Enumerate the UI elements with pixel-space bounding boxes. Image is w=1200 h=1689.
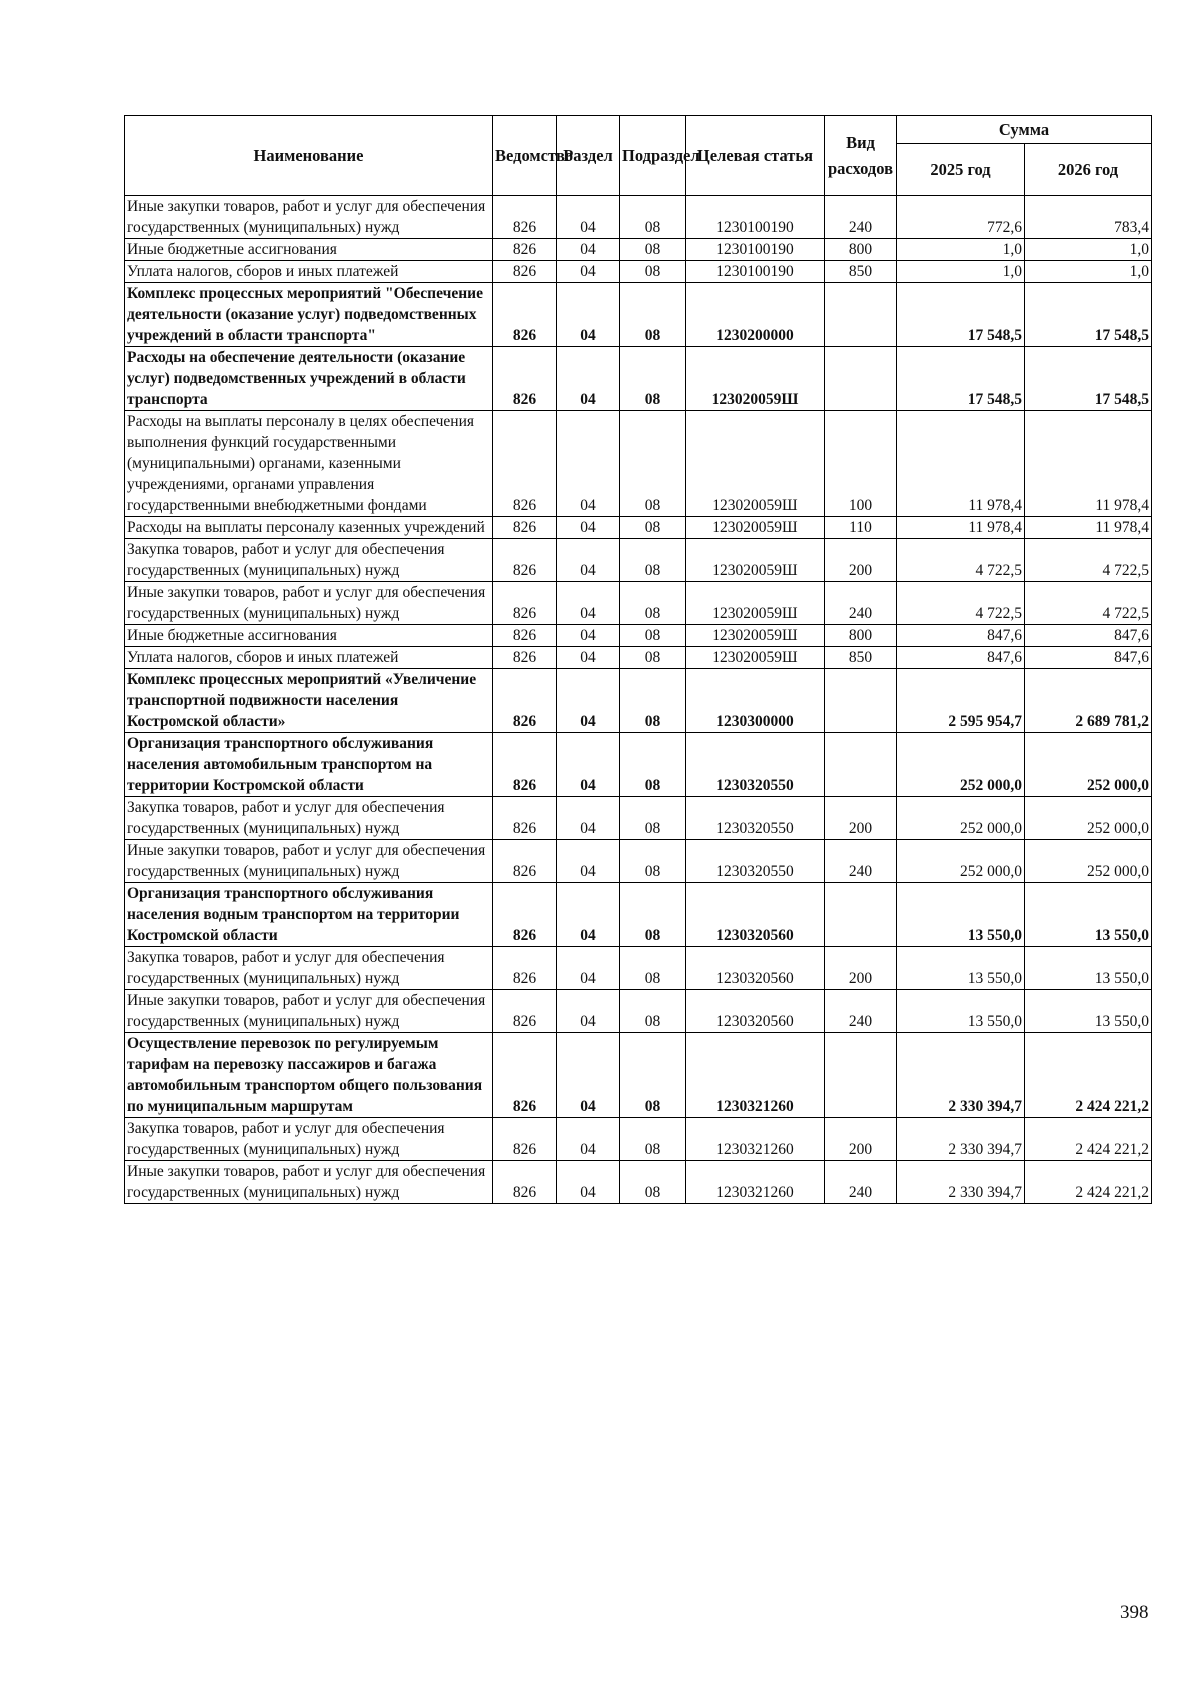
cell-razdel: 04 xyxy=(557,625,620,647)
cell-name: Закупка товаров, работ и услуг для обеспечения государственных (муниципальных) нужд xyxy=(125,539,493,582)
cell-vedomstvo: 826 xyxy=(493,347,557,411)
table-row xyxy=(125,1161,1152,1204)
cell-vid: 200 xyxy=(825,539,897,582)
cell-target: 123020059Ш xyxy=(686,411,825,517)
cell-sum-2026: 11 978,4 xyxy=(1025,517,1152,539)
cell-vid: 240 xyxy=(825,840,897,883)
cell-sum-2026: 13 550,0 xyxy=(1025,990,1152,1033)
cell-target: 123020059Ш xyxy=(686,517,825,539)
cell-name: Осуществление перевозок по регулируемым тарифам на перевозку пассажиров и багажа автомобильным транспортом общего пользования по муниципальным маршрутам xyxy=(125,1033,493,1118)
cell-podrazdel: 08 xyxy=(620,1033,686,1118)
cell-target: 1230321260 xyxy=(686,1033,825,1118)
cell-name: Организация транспортного обслуживания населения автомобильным транспортом на территории Костромской области xyxy=(125,733,493,797)
cell-vedomstvo: 826 xyxy=(493,647,557,669)
cell-sum-2025: 252 000,0 xyxy=(897,733,1025,797)
cell-razdel: 04 xyxy=(557,669,620,733)
cell-name: Расходы на выплаты персоналу в целях обеспечения выполнения функций государственными (муниципальными) органами, казенными учреждениями, органами управления государственными внебюджетными фондами xyxy=(125,411,493,517)
cell-razdel: 04 xyxy=(557,990,620,1033)
cell-target: 123020059Ш xyxy=(686,347,825,411)
table-row xyxy=(125,669,1152,733)
cell-vedomstvo: 826 xyxy=(493,1118,557,1161)
cell-razdel: 04 xyxy=(557,582,620,625)
cell-name: Закупка товаров, работ и услуг для обеспечения государственных (муниципальных) нужд xyxy=(125,947,493,990)
cell-target: 123020059Ш xyxy=(686,539,825,582)
cell-vedomstvo: 826 xyxy=(493,261,557,283)
cell-target: 1230320560 xyxy=(686,883,825,947)
cell-name: Уплата налогов, сборов и иных платежей xyxy=(125,647,493,669)
cell-target: 1230321260 xyxy=(686,1118,825,1161)
cell-target: 1230200000 xyxy=(686,283,825,347)
cell-sum-2026: 17 548,5 xyxy=(1025,283,1152,347)
cell-name: Комплекс процессных мероприятий "Обеспечение деятельности (оказание услуг) подведомственных учреждений в области транспорта" xyxy=(125,283,493,347)
cell-razdel: 04 xyxy=(557,517,620,539)
cell-vid: 110 xyxy=(825,517,897,539)
cell-sum-2025: 17 548,5 xyxy=(897,347,1025,411)
cell-razdel: 04 xyxy=(557,947,620,990)
cell-sum-2026: 847,6 xyxy=(1025,647,1152,669)
cell-vid: 100 xyxy=(825,411,897,517)
cell-razdel: 04 xyxy=(557,411,620,517)
cell-vid: 200 xyxy=(825,1118,897,1161)
cell-vid: 240 xyxy=(825,582,897,625)
cell-vid xyxy=(825,733,897,797)
cell-razdel: 04 xyxy=(557,1161,620,1204)
cell-sum-2025: 4 722,5 xyxy=(897,582,1025,625)
table-row xyxy=(125,517,1152,539)
cell-target: 1230320550 xyxy=(686,797,825,840)
table-body xyxy=(125,196,1152,1204)
cell-vedomstvo: 826 xyxy=(493,947,557,990)
table-row xyxy=(125,947,1152,990)
cell-podrazdel: 08 xyxy=(620,347,686,411)
table-row xyxy=(125,733,1152,797)
cell-name: Иные закупки товаров, работ и услуг для обеспечения государственных (муниципальных) нужд xyxy=(125,840,493,883)
table-row xyxy=(125,883,1152,947)
cell-podrazdel: 08 xyxy=(620,517,686,539)
cell-name: Иные бюджетные ассигнования xyxy=(125,239,493,261)
cell-sum-2025: 13 550,0 xyxy=(897,990,1025,1033)
cell-razdel: 04 xyxy=(557,196,620,239)
cell-sum-2026: 2 424 221,2 xyxy=(1025,1033,1152,1118)
cell-name: Иные закупки товаров, работ и услуг для обеспечения государственных (муниципальных) нужд xyxy=(125,196,493,239)
table-row xyxy=(125,411,1152,517)
cell-sum-2026: 1,0 xyxy=(1025,261,1152,283)
cell-sum-2025: 13 550,0 xyxy=(897,883,1025,947)
cell-name: Комплекс процессных мероприятий «Увеличение транспортной подвижности населения Костромской области» xyxy=(125,669,493,733)
header-razdel: Раздел xyxy=(557,116,620,196)
cell-vedomstvo: 826 xyxy=(493,797,557,840)
table-row xyxy=(125,625,1152,647)
cell-vid: 200 xyxy=(825,797,897,840)
cell-target: 1230321260 xyxy=(686,1161,825,1204)
cell-vid xyxy=(825,347,897,411)
cell-sum-2026: 847,6 xyxy=(1025,625,1152,647)
cell-target: 1230100190 xyxy=(686,261,825,283)
cell-vedomstvo: 826 xyxy=(493,239,557,261)
table-row xyxy=(125,582,1152,625)
cell-name: Иные бюджетные ассигнования xyxy=(125,625,493,647)
table-row xyxy=(125,1033,1152,1118)
cell-vedomstvo: 826 xyxy=(493,840,557,883)
cell-sum-2025: 13 550,0 xyxy=(897,947,1025,990)
cell-vedomstvo: 826 xyxy=(493,625,557,647)
cell-vid: 800 xyxy=(825,239,897,261)
cell-sum-2026: 4 722,5 xyxy=(1025,582,1152,625)
cell-vedomstvo: 826 xyxy=(493,990,557,1033)
cell-sum-2026: 252 000,0 xyxy=(1025,797,1152,840)
cell-sum-2025: 1,0 xyxy=(897,261,1025,283)
cell-podrazdel: 08 xyxy=(620,539,686,582)
cell-podrazdel: 08 xyxy=(620,669,686,733)
table-row xyxy=(125,539,1152,582)
cell-podrazdel: 08 xyxy=(620,797,686,840)
cell-razdel: 04 xyxy=(557,283,620,347)
table-row xyxy=(125,840,1152,883)
cell-vid: 240 xyxy=(825,1161,897,1204)
table-row xyxy=(125,1118,1152,1161)
cell-vid: 850 xyxy=(825,261,897,283)
cell-name: Иные закупки товаров, работ и услуг для обеспечения государственных (муниципальных) нужд xyxy=(125,990,493,1033)
cell-name: Расходы на выплаты персоналу казенных учреждений xyxy=(125,517,493,539)
cell-vid xyxy=(825,1033,897,1118)
header-summa: Сумма xyxy=(897,116,1152,144)
cell-razdel: 04 xyxy=(557,347,620,411)
cell-vid: 240 xyxy=(825,196,897,239)
cell-sum-2026: 1,0 xyxy=(1025,239,1152,261)
cell-vedomstvo: 826 xyxy=(493,1033,557,1118)
cell-sum-2025: 11 978,4 xyxy=(897,517,1025,539)
header-target: Целевая статья xyxy=(686,116,825,196)
cell-sum-2026: 252 000,0 xyxy=(1025,840,1152,883)
cell-vedomstvo: 826 xyxy=(493,196,557,239)
cell-podrazdel: 08 xyxy=(620,883,686,947)
budget-table xyxy=(124,115,1152,1204)
cell-razdel: 04 xyxy=(557,797,620,840)
cell-razdel: 04 xyxy=(557,1033,620,1118)
cell-vid xyxy=(825,669,897,733)
header-name: Наименование xyxy=(125,116,493,196)
cell-sum-2025: 2 330 394,7 xyxy=(897,1033,1025,1118)
cell-sum-2025: 2 595 954,7 xyxy=(897,669,1025,733)
cell-sum-2026: 2 689 781,2 xyxy=(1025,669,1152,733)
cell-sum-2025: 17 548,5 xyxy=(897,283,1025,347)
table-row xyxy=(125,283,1152,347)
cell-name: Иные закупки товаров, работ и услуг для обеспечения государственных (муниципальных) нужд xyxy=(125,1161,493,1204)
cell-sum-2025: 847,6 xyxy=(897,647,1025,669)
cell-podrazdel: 08 xyxy=(620,283,686,347)
cell-razdel: 04 xyxy=(557,1118,620,1161)
cell-sum-2026: 783,4 xyxy=(1025,196,1152,239)
cell-sum-2026: 2 424 221,2 xyxy=(1025,1161,1152,1204)
cell-sum-2025: 2 330 394,7 xyxy=(897,1161,1025,1204)
cell-podrazdel: 08 xyxy=(620,990,686,1033)
cell-name: Закупка товаров, работ и услуг для обеспечения государственных (муниципальных) нужд xyxy=(125,1118,493,1161)
cell-razdel: 04 xyxy=(557,239,620,261)
cell-target: 123020059Ш xyxy=(686,647,825,669)
header-year-2025: 2025 год xyxy=(897,144,1025,196)
cell-vedomstvo: 826 xyxy=(493,669,557,733)
cell-name: Расходы на обеспечение деятельности (оказание услуг) подведомственных учреждений в области транспорта xyxy=(125,347,493,411)
cell-target: 1230320550 xyxy=(686,733,825,797)
cell-sum-2026: 252 000,0 xyxy=(1025,733,1152,797)
table-row xyxy=(125,261,1152,283)
cell-target: 1230320560 xyxy=(686,947,825,990)
cell-sum-2026: 11 978,4 xyxy=(1025,411,1152,517)
cell-name: Закупка товаров, работ и услуг для обеспечения государственных (муниципальных) нужд xyxy=(125,797,493,840)
cell-target: 123020059Ш xyxy=(686,582,825,625)
cell-vedomstvo: 826 xyxy=(493,539,557,582)
cell-sum-2026: 4 722,5 xyxy=(1025,539,1152,582)
cell-name: Организация транспортного обслуживания населения водным транспортом на территории Костромской области xyxy=(125,883,493,947)
table-row xyxy=(125,347,1152,411)
cell-razdel: 04 xyxy=(557,261,620,283)
table-row xyxy=(125,647,1152,669)
cell-vid: 240 xyxy=(825,990,897,1033)
cell-razdel: 04 xyxy=(557,647,620,669)
cell-sum-2025: 772,6 xyxy=(897,196,1025,239)
cell-sum-2026: 2 424 221,2 xyxy=(1025,1118,1152,1161)
cell-sum-2025: 252 000,0 xyxy=(897,840,1025,883)
header-vedomstvo: Ведомство xyxy=(493,116,557,196)
cell-vid: 200 xyxy=(825,947,897,990)
cell-vedomstvo: 826 xyxy=(493,411,557,517)
cell-podrazdel: 08 xyxy=(620,733,686,797)
table-row xyxy=(125,239,1152,261)
cell-name: Уплата налогов, сборов и иных платежей xyxy=(125,261,493,283)
cell-sum-2025: 1,0 xyxy=(897,239,1025,261)
table-row xyxy=(125,990,1152,1033)
header-vid: Вид расходов xyxy=(825,116,897,196)
cell-name: Иные закупки товаров, работ и услуг для обеспечения государственных (муниципальных) нужд xyxy=(125,582,493,625)
cell-podrazdel: 08 xyxy=(620,582,686,625)
cell-target: 123020059Ш xyxy=(686,625,825,647)
table-row xyxy=(125,196,1152,239)
cell-podrazdel: 08 xyxy=(620,196,686,239)
header-year-2026: 2026 год xyxy=(1025,144,1152,196)
cell-sum-2025: 252 000,0 xyxy=(897,797,1025,840)
cell-vedomstvo: 826 xyxy=(493,1161,557,1204)
cell-podrazdel: 08 xyxy=(620,840,686,883)
cell-vid: 850 xyxy=(825,647,897,669)
page-number: 398 xyxy=(1120,1602,1149,1623)
cell-razdel: 04 xyxy=(557,883,620,947)
table-row xyxy=(125,797,1152,840)
cell-razdel: 04 xyxy=(557,840,620,883)
cell-podrazdel: 08 xyxy=(620,411,686,517)
cell-sum-2025: 11 978,4 xyxy=(897,411,1025,517)
cell-sum-2026: 17 548,5 xyxy=(1025,347,1152,411)
cell-vid xyxy=(825,883,897,947)
cell-target: 1230100190 xyxy=(686,239,825,261)
cell-sum-2026: 13 550,0 xyxy=(1025,947,1152,990)
cell-sum-2025: 2 330 394,7 xyxy=(897,1118,1025,1161)
header-podrazdel: Подраздел xyxy=(620,116,686,196)
cell-vedomstvo: 826 xyxy=(493,582,557,625)
cell-podrazdel: 08 xyxy=(620,625,686,647)
cell-podrazdel: 08 xyxy=(620,947,686,990)
cell-target: 1230300000 xyxy=(686,669,825,733)
cell-sum-2026: 13 550,0 xyxy=(1025,883,1152,947)
cell-vedomstvo: 826 xyxy=(493,283,557,347)
cell-vid xyxy=(825,283,897,347)
cell-target: 1230320550 xyxy=(686,840,825,883)
cell-podrazdel: 08 xyxy=(620,261,686,283)
cell-vedomstvo: 826 xyxy=(493,733,557,797)
cell-podrazdel: 08 xyxy=(620,239,686,261)
cell-target: 1230100190 xyxy=(686,196,825,239)
cell-target: 1230320560 xyxy=(686,990,825,1033)
cell-podrazdel: 08 xyxy=(620,1161,686,1204)
cell-vedomstvo: 826 xyxy=(493,517,557,539)
cell-vedomstvo: 826 xyxy=(493,883,557,947)
cell-sum-2025: 4 722,5 xyxy=(897,539,1025,582)
cell-razdel: 04 xyxy=(557,733,620,797)
cell-podrazdel: 08 xyxy=(620,647,686,669)
cell-podrazdel: 08 xyxy=(620,1118,686,1161)
cell-razdel: 04 xyxy=(557,539,620,582)
cell-sum-2025: 847,6 xyxy=(897,625,1025,647)
cell-vid: 800 xyxy=(825,625,897,647)
